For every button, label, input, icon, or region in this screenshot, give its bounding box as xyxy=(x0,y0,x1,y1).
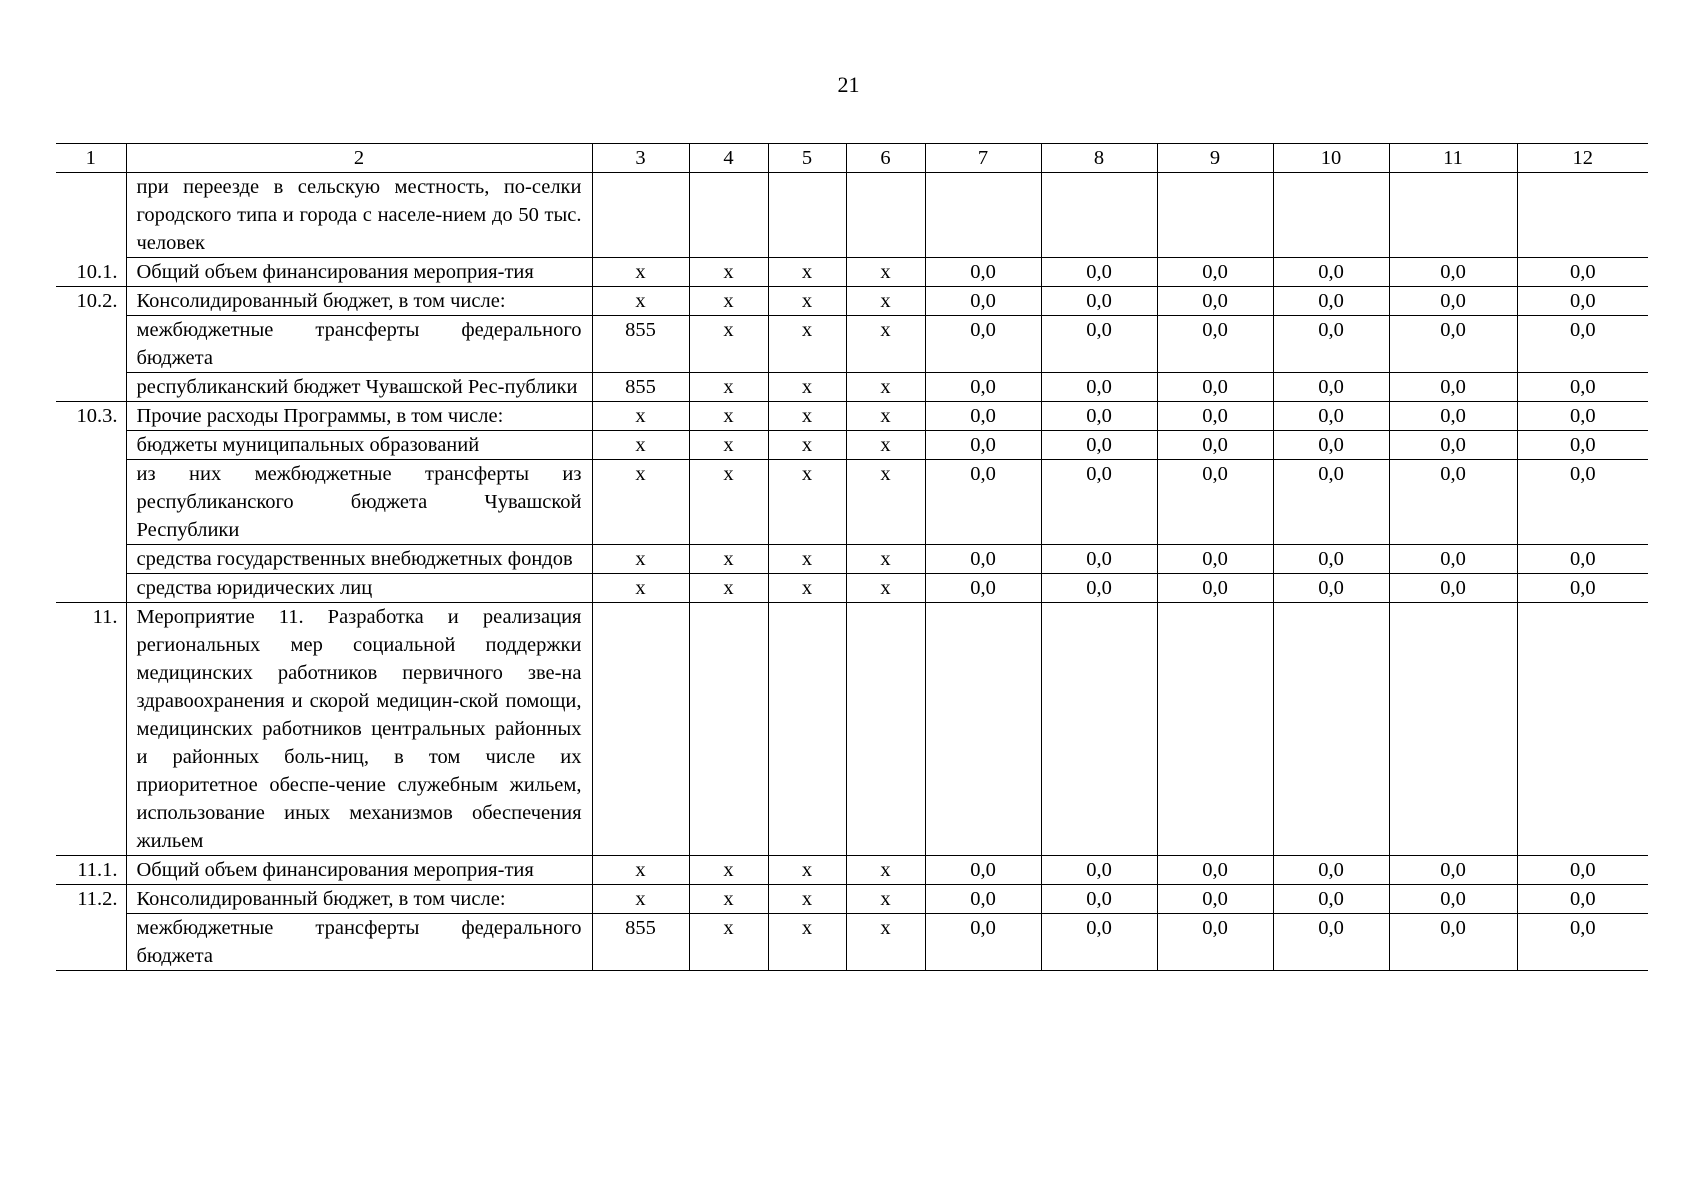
value-cell: 0,0 xyxy=(1389,316,1517,373)
table-row xyxy=(56,603,1648,856)
value-cell: 0,0 xyxy=(1517,316,1648,373)
value-cell: 0,0 xyxy=(1041,431,1157,460)
value-cell: 0,0 xyxy=(1273,856,1389,885)
value-cell: 0,0 xyxy=(925,574,1041,603)
value-cell: 0,0 xyxy=(1041,856,1157,885)
row-description: Прочие расходы Программы, в том числе: xyxy=(126,402,592,431)
header-cell: 3 xyxy=(592,144,689,173)
header-cell: 6 xyxy=(846,144,925,173)
col5-cell: х xyxy=(768,316,846,373)
value-cell: 0,0 xyxy=(925,431,1041,460)
col6-cell: х xyxy=(846,914,925,971)
col4-cell xyxy=(689,173,768,258)
header-row xyxy=(56,144,1648,173)
value-cell: 0,0 xyxy=(1157,574,1273,603)
value-cell: 0,0 xyxy=(1041,316,1157,373)
value-cell: 0,0 xyxy=(925,885,1041,914)
table-row xyxy=(56,173,1648,258)
row-description: Консолидированный бюджет, в том числе: xyxy=(126,287,592,316)
value-cell: 0,0 xyxy=(1389,856,1517,885)
col6-cell: х xyxy=(846,316,925,373)
value-cell: 0,0 xyxy=(1517,287,1648,316)
value-cell: 0,0 xyxy=(925,316,1041,373)
row-number xyxy=(56,373,126,402)
col5-cell: х xyxy=(768,460,846,545)
kbk-cell: х xyxy=(592,431,689,460)
value-cell: 0,0 xyxy=(1157,885,1273,914)
value-cell: 0,0 xyxy=(1041,545,1157,574)
col5-cell: х xyxy=(768,856,846,885)
kbk-cell: 855 xyxy=(592,316,689,373)
col5-cell: х xyxy=(768,287,846,316)
value-cell: 0,0 xyxy=(925,287,1041,316)
kbk-cell: х xyxy=(592,545,689,574)
table-row xyxy=(56,287,1648,316)
value-cell: 0,0 xyxy=(1041,258,1157,287)
value-cell xyxy=(925,173,1041,258)
row-description: межбюджетные трансферты федерального бюджета xyxy=(126,914,592,971)
kbk-cell: х xyxy=(592,402,689,431)
row-number: 11. xyxy=(56,603,126,856)
value-cell: 0,0 xyxy=(1157,373,1273,402)
col5-cell: х xyxy=(768,885,846,914)
value-cell: 0,0 xyxy=(925,545,1041,574)
col4-cell: х xyxy=(689,287,768,316)
value-cell: 0,0 xyxy=(1273,402,1389,431)
table-row xyxy=(56,431,1648,460)
col4-cell: х xyxy=(689,460,768,545)
value-cell: 0,0 xyxy=(1273,373,1389,402)
col6-cell: х xyxy=(846,402,925,431)
col5-cell: х xyxy=(768,545,846,574)
value-cell: 0,0 xyxy=(1157,287,1273,316)
value-cell: 0,0 xyxy=(1157,258,1273,287)
value-cell: 0,0 xyxy=(1517,914,1648,971)
col4-cell: х xyxy=(689,316,768,373)
header-cell: 11 xyxy=(1389,144,1517,173)
col5-cell: х xyxy=(768,574,846,603)
value-cell: 0,0 xyxy=(1517,856,1648,885)
value-cell: 0,0 xyxy=(1157,545,1273,574)
value-cell: 0,0 xyxy=(1273,431,1389,460)
value-cell: 0,0 xyxy=(1157,914,1273,971)
value-cell: 0,0 xyxy=(925,402,1041,431)
budget-table xyxy=(56,143,1648,971)
value-cell: 0,0 xyxy=(1517,402,1648,431)
col4-cell: х xyxy=(689,545,768,574)
value-cell: 0,0 xyxy=(1273,258,1389,287)
table-row xyxy=(56,574,1648,603)
value-cell: 0,0 xyxy=(925,258,1041,287)
row-description: Общий объем финансирования мероприя-тия xyxy=(126,258,592,287)
value-cell: 0,0 xyxy=(925,914,1041,971)
value-cell xyxy=(1041,173,1157,258)
value-cell: 0,0 xyxy=(1389,258,1517,287)
kbk-cell: х xyxy=(592,885,689,914)
col6-cell: х xyxy=(846,460,925,545)
kbk-cell: 855 xyxy=(592,373,689,402)
value-cell xyxy=(1041,603,1157,856)
value-cell: 0,0 xyxy=(1389,402,1517,431)
value-cell: 0,0 xyxy=(1273,460,1389,545)
col5-cell: х xyxy=(768,402,846,431)
row-description: средства юридических лиц xyxy=(126,574,592,603)
value-cell: 0,0 xyxy=(1389,373,1517,402)
value-cell: 0,0 xyxy=(1389,885,1517,914)
row-description: бюджеты муниципальных образований xyxy=(126,431,592,460)
value-cell: 0,0 xyxy=(1273,545,1389,574)
value-cell: 0,0 xyxy=(925,373,1041,402)
value-cell: 0,0 xyxy=(1517,431,1648,460)
table-row xyxy=(56,316,1648,373)
value-cell: 0,0 xyxy=(1273,885,1389,914)
value-cell: 0,0 xyxy=(1389,460,1517,545)
kbk-cell: х xyxy=(592,258,689,287)
row-description: из них межбюджетные трансферты из республиканского бюджета Чувашской Республики xyxy=(126,460,592,545)
value-cell xyxy=(1517,603,1648,856)
table-row xyxy=(56,914,1648,971)
header-cell: 5 xyxy=(768,144,846,173)
col4-cell xyxy=(689,603,768,856)
col4-cell: х xyxy=(689,431,768,460)
row-number xyxy=(56,316,126,373)
row-number: 10.3. xyxy=(56,402,126,431)
row-number xyxy=(56,173,126,258)
value-cell: 0,0 xyxy=(1273,574,1389,603)
table-row xyxy=(56,402,1648,431)
col6-cell: х xyxy=(846,258,925,287)
row-number xyxy=(56,431,126,460)
header-cell: 9 xyxy=(1157,144,1273,173)
value-cell: 0,0 xyxy=(1157,431,1273,460)
value-cell: 0,0 xyxy=(1041,373,1157,402)
value-cell: 0,0 xyxy=(1041,460,1157,545)
value-cell: 0,0 xyxy=(1157,402,1273,431)
header-cell: 12 xyxy=(1517,144,1648,173)
kbk-cell: х xyxy=(592,460,689,545)
table-row xyxy=(56,258,1648,287)
kbk-cell: х xyxy=(592,287,689,316)
col6-cell xyxy=(846,173,925,258)
col5-cell: х xyxy=(768,258,846,287)
page-number: 21 xyxy=(837,72,860,97)
col6-cell: х xyxy=(846,885,925,914)
value-cell xyxy=(1157,173,1273,258)
col4-cell: х xyxy=(689,885,768,914)
value-cell: 0,0 xyxy=(1041,574,1157,603)
value-cell xyxy=(1273,173,1389,258)
value-cell: 0,0 xyxy=(1041,402,1157,431)
value-cell: 0,0 xyxy=(1389,287,1517,316)
value-cell: 0,0 xyxy=(925,460,1041,545)
row-description: межбюджетные трансферты федерального бюджета xyxy=(126,316,592,373)
table-row xyxy=(56,885,1648,914)
value-cell xyxy=(925,603,1041,856)
value-cell: 0,0 xyxy=(1517,373,1648,402)
value-cell xyxy=(1389,173,1517,258)
value-cell: 0,0 xyxy=(1157,856,1273,885)
kbk-cell: х xyxy=(592,574,689,603)
row-description: республиканский бюджет Чувашской Рес-публики xyxy=(126,373,592,402)
row-description: при переезде в сельскую местность, по-селки городского типа и города с населе-нием до 50 тыс. человек xyxy=(126,173,592,258)
row-number xyxy=(56,460,126,545)
value-cell: 0,0 xyxy=(1517,885,1648,914)
row-description: средства государственных внебюджетных фондов xyxy=(126,545,592,574)
kbk-cell xyxy=(592,603,689,856)
value-cell: 0,0 xyxy=(1157,460,1273,545)
value-cell: 0,0 xyxy=(1389,431,1517,460)
kbk-cell xyxy=(592,173,689,258)
value-cell: 0,0 xyxy=(1041,287,1157,316)
value-cell xyxy=(1517,173,1648,258)
table-row xyxy=(56,545,1648,574)
header-cell: 2 xyxy=(126,144,592,173)
col6-cell: х xyxy=(846,373,925,402)
col6-cell: х xyxy=(846,856,925,885)
col6-cell: х xyxy=(846,574,925,603)
value-cell: 0,0 xyxy=(1273,287,1389,316)
header-cell: 1 xyxy=(56,144,126,173)
col4-cell: х xyxy=(689,914,768,971)
col6-cell: х xyxy=(846,287,925,316)
value-cell: 0,0 xyxy=(1517,545,1648,574)
row-number xyxy=(56,545,126,574)
value-cell xyxy=(1273,603,1389,856)
row-number xyxy=(56,914,126,971)
row-description: Консолидированный бюджет, в том числе: xyxy=(126,885,592,914)
value-cell: 0,0 xyxy=(1517,574,1648,603)
value-cell: 0,0 xyxy=(1517,258,1648,287)
row-number: 11.2. xyxy=(56,885,126,914)
table-row xyxy=(56,460,1648,545)
table-row xyxy=(56,856,1648,885)
value-cell: 0,0 xyxy=(1389,545,1517,574)
header-cell: 4 xyxy=(689,144,768,173)
col4-cell: х xyxy=(689,373,768,402)
col6-cell: х xyxy=(846,431,925,460)
header-cell: 10 xyxy=(1273,144,1389,173)
col5-cell: х xyxy=(768,431,846,460)
value-cell: 0,0 xyxy=(1517,460,1648,545)
value-cell: 0,0 xyxy=(1041,914,1157,971)
row-number: 10.1. xyxy=(56,258,126,287)
value-cell: 0,0 xyxy=(1157,316,1273,373)
value-cell: 0,0 xyxy=(1273,914,1389,971)
col5-cell: х xyxy=(768,914,846,971)
table-body xyxy=(56,144,1648,971)
col5-cell xyxy=(768,173,846,258)
value-cell xyxy=(1389,603,1517,856)
row-number xyxy=(56,574,126,603)
col6-cell: х xyxy=(846,545,925,574)
row-number: 11.1. xyxy=(56,856,126,885)
kbk-cell: 855 xyxy=(592,914,689,971)
value-cell: 0,0 xyxy=(1389,914,1517,971)
value-cell: 0,0 xyxy=(925,856,1041,885)
col5-cell: х xyxy=(768,373,846,402)
value-cell: 0,0 xyxy=(1389,574,1517,603)
value-cell: 0,0 xyxy=(1273,316,1389,373)
col4-cell: х xyxy=(689,574,768,603)
col5-cell xyxy=(768,603,846,856)
header-cell: 8 xyxy=(1041,144,1157,173)
row-number: 10.2. xyxy=(56,287,126,316)
value-cell xyxy=(1157,603,1273,856)
value-cell: 0,0 xyxy=(1041,885,1157,914)
table-row xyxy=(56,373,1648,402)
col4-cell: х xyxy=(689,258,768,287)
kbk-cell: х xyxy=(592,856,689,885)
header-cell: 7 xyxy=(925,144,1041,173)
row-description: Мероприятие 11. Разработка и реализация региональных мер социальной поддержки медицинских работников первичного зве-на здравоохранения и скорой медицин-ской помощи, медицинских работников центральных районных и районных боль-ниц, в том числе их приоритетное обеспе-чение служебным жильем, использование иных механизмов обеспечения жильем xyxy=(126,603,592,856)
col6-cell xyxy=(846,603,925,856)
col4-cell: х xyxy=(689,402,768,431)
col4-cell: х xyxy=(689,856,768,885)
row-description: Общий объем финансирования мероприя-тия xyxy=(126,856,592,885)
